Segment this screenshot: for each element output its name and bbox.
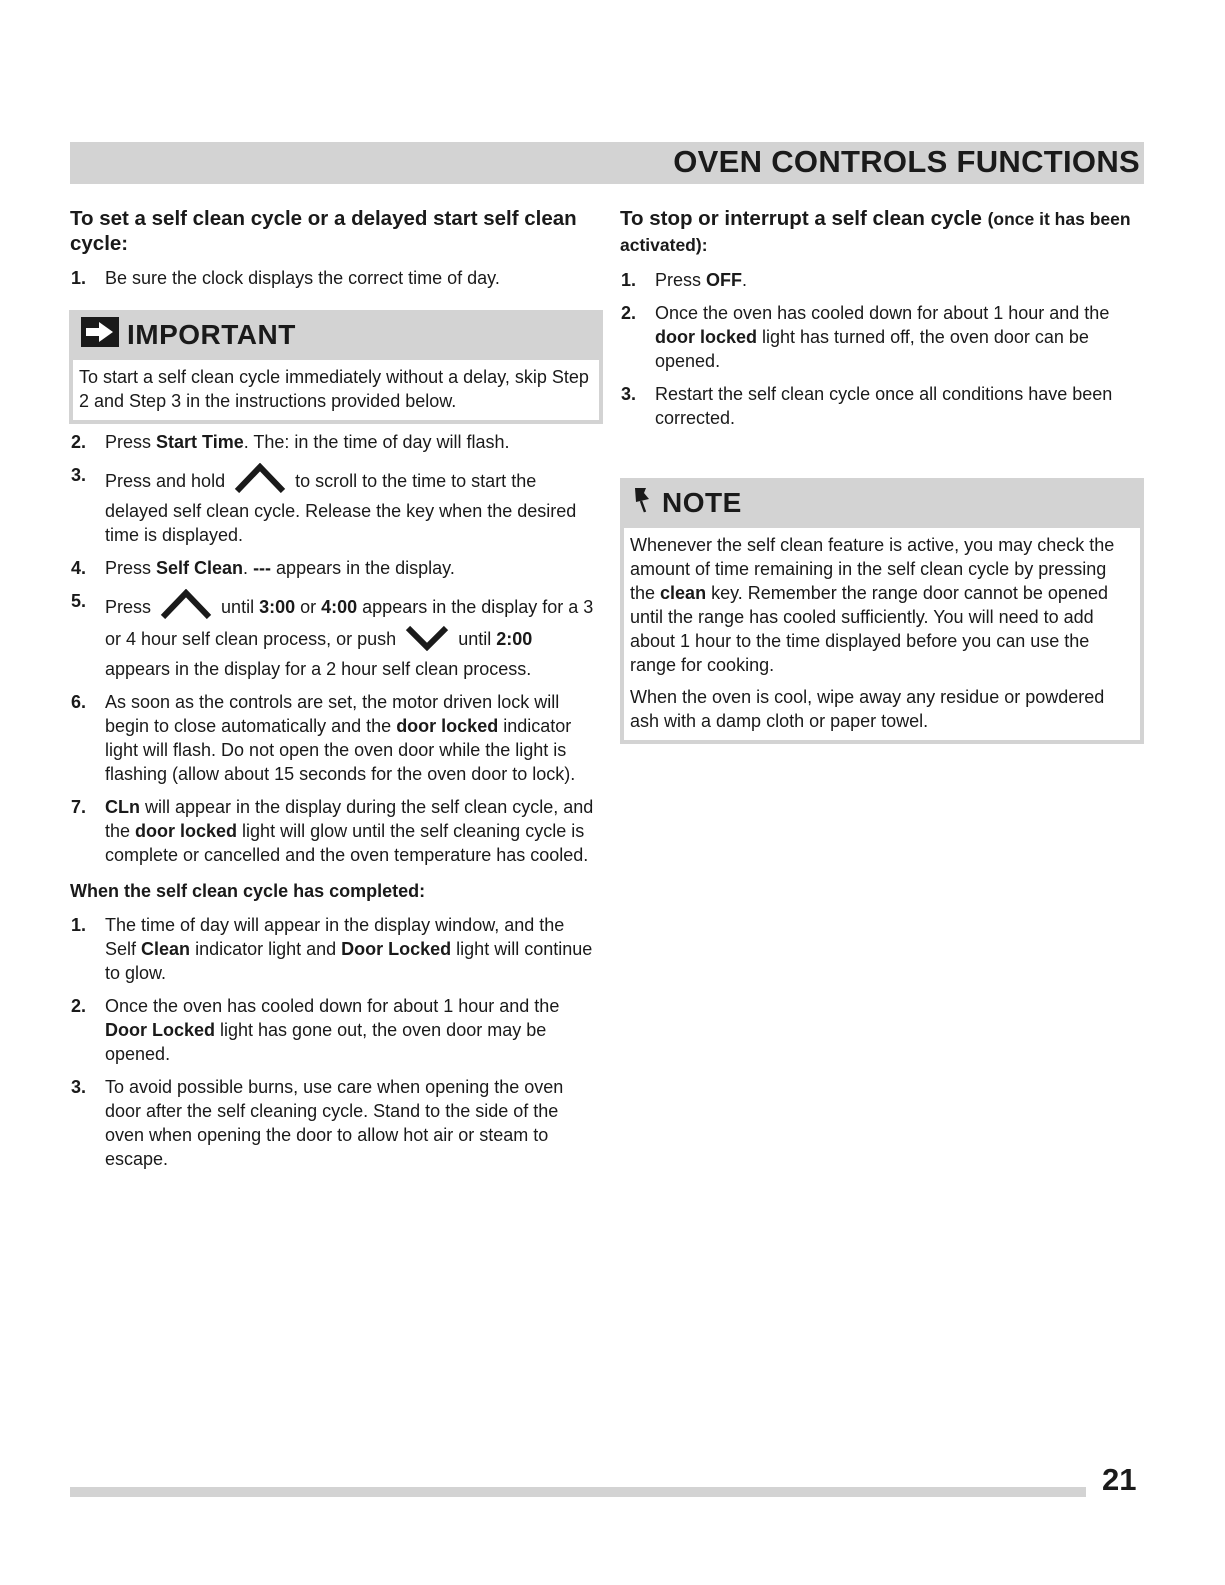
step-number: 5. — [71, 591, 87, 611]
page-number: 21 — [1102, 1462, 1137, 1497]
note-body — [624, 528, 1140, 740]
step-text: Press — [105, 432, 157, 452]
step-text: or — [295, 597, 322, 617]
clean-term: Clean — [141, 939, 191, 959]
time-value: 2:00 — [496, 629, 533, 649]
important-callout — [69, 310, 603, 424]
self-clean-key: Self Clean — [156, 558, 244, 578]
step-number: 2. — [71, 996, 87, 1016]
note-header — [624, 478, 1140, 528]
step-number: 1. — [71, 268, 87, 288]
step-text: appears in the display for a 3 or 4 hour self clean process, or push — [105, 597, 594, 649]
list-item — [70, 795, 600, 867]
list-item — [70, 994, 600, 1066]
list-item — [70, 556, 600, 580]
list-item — [620, 382, 1144, 430]
step-text: will appear in the display during the self clean cycle, and the — [105, 797, 594, 841]
list-item — [620, 268, 1144, 292]
step-text: to scroll to the time to start the delayed self clean cycle. Release the key when the desired time is displayed. — [105, 471, 577, 545]
step-number: 3. — [71, 465, 87, 485]
door-locked-term: Door Locked — [341, 939, 452, 959]
stop-cycle-heading-qualifier: (once it has been activated): — [620, 209, 1131, 255]
step-text: . — [243, 558, 254, 578]
step-number: 3. — [621, 384, 637, 404]
step-text: light has turned off, the oven door can be opened. — [655, 327, 1089, 371]
step-text: Once the oven has cooled down for about 1 hour and the — [655, 303, 1110, 323]
step-text: . The: in the time of day will flash. — [243, 432, 510, 452]
completed-heading: When the self clean cycle has completed: — [70, 881, 426, 901]
door-locked-term: door locked — [396, 716, 499, 736]
step-text: light will continue to glow. — [105, 939, 593, 983]
important-text: To start a self clean cycle immediately without a delay, skip Step 2 and Step 3 in the instructions provided below. — [79, 367, 589, 411]
list-item — [70, 589, 600, 681]
note-paragraph: When the oven is cool, wipe away any residue or powdered ash with a damp cloth or paper towel. — [630, 687, 1105, 731]
left-column — [70, 206, 600, 1180]
list-item — [620, 301, 1144, 373]
step-text: Restart the self clean cycle once all conditions have been corrected. — [655, 384, 1113, 428]
note-paragraph — [630, 533, 1134, 677]
step-text: Press and hold — [105, 471, 226, 491]
step-number: 6. — [71, 692, 87, 712]
stop-cycle-heading-text: To stop or interrupt a self clean cycle — [620, 207, 982, 230]
step-text: indicator light and — [190, 939, 342, 959]
off-key: OFF — [706, 270, 743, 290]
step-number: 7. — [71, 797, 87, 817]
step-text: As soon as the controls are set, the motor driven lock will begin to close automatically and the — [105, 692, 560, 736]
step-text: appears in the display for a 2 hour self clean process. — [105, 659, 532, 679]
stop-steps — [620, 268, 1144, 430]
list-item — [70, 1075, 600, 1171]
step-text: Press — [105, 558, 157, 578]
step-number: 2. — [71, 432, 87, 452]
setup-steps-part2 — [70, 430, 600, 867]
time-value: 4:00 — [321, 597, 358, 617]
step-text: light has gone out, the oven door may be opened. — [105, 1020, 547, 1064]
stop-cycle-heading — [620, 206, 1144, 258]
important-body — [73, 360, 599, 420]
step-text: until — [458, 629, 497, 649]
pushpin-icon — [632, 485, 654, 521]
cln-display-code: CLn — [105, 797, 140, 817]
door-locked-term: Door Locked — [105, 1020, 216, 1040]
start-time-key: Start Time — [156, 432, 244, 452]
step-text: Press — [105, 597, 152, 617]
note-text: Whenever the self clean feature is active, you may check the amount of time remaining in the self clean cycle by pressing the — [630, 535, 1115, 603]
clean-key: clean — [660, 583, 707, 603]
step-text: Be sure the clock displays the correct time of day. — [105, 268, 500, 288]
setup-steps-part1 — [70, 266, 600, 290]
step-text: Press — [655, 270, 707, 290]
door-locked-term: door locked — [135, 821, 238, 841]
completed-steps — [70, 913, 600, 1171]
header-bar — [70, 142, 1144, 184]
important-label: IMPORTANT — [127, 319, 296, 350]
step-number: 1. — [621, 270, 637, 290]
list-item — [70, 266, 600, 290]
step-number: 1. — [71, 915, 87, 935]
note-text: key. Remember the range door cannot be opened until the range has cooled sufficiently. You will need to add about 1 hour to the time displayed before you can use the range for cooking. — [630, 583, 1108, 675]
step-text: light will glow until the self cleaning cycle is complete or cancelled and the oven temperature has cooled. — [105, 821, 589, 865]
step-text: Once the oven has cooled down for about 1 hour and the — [105, 996, 560, 1016]
right-column — [620, 206, 1144, 744]
step-text: appears in the display. — [271, 558, 455, 578]
self-clean-heading: To set a self clean cycle or a delayed start self clean cycle: — [70, 207, 577, 255]
list-item — [70, 690, 600, 786]
chevron-down-icon — [405, 625, 449, 657]
step-number: 3. — [71, 1077, 87, 1097]
list-item — [70, 463, 600, 547]
step-text: The time of day will appear in the display window, and the Self — [105, 915, 565, 959]
step-number: 2. — [621, 303, 637, 323]
arrow-right-icon — [81, 317, 119, 353]
important-header — [73, 310, 599, 360]
chevron-up-icon — [234, 463, 286, 499]
step-number: 4. — [71, 558, 87, 578]
step-text: To avoid possible burns, use care when opening the oven door after the self cleaning cycle. Stand to the side of the oven when opening the door to allow hot air or steam to escape. — [105, 1077, 564, 1169]
list-item — [70, 913, 600, 985]
step-text: until — [221, 597, 260, 617]
list-item — [70, 430, 600, 454]
chevron-up-icon — [160, 589, 212, 625]
note-callout — [620, 478, 1144, 744]
display-dashes: --- — [253, 558, 272, 578]
step-text: . — [742, 270, 748, 290]
time-value: 3:00 — [259, 597, 296, 617]
door-locked-term: door locked — [655, 327, 758, 347]
note-label: NOTE — [662, 487, 742, 518]
step-text: indicator light will flash. Do not open the oven door while the light is flashing (allow about 15 seconds for the oven door to lock). — [105, 716, 576, 784]
footer-bar — [70, 1487, 1086, 1497]
page-title: OVEN CONTROLS FUNCTIONS — [673, 144, 1140, 179]
